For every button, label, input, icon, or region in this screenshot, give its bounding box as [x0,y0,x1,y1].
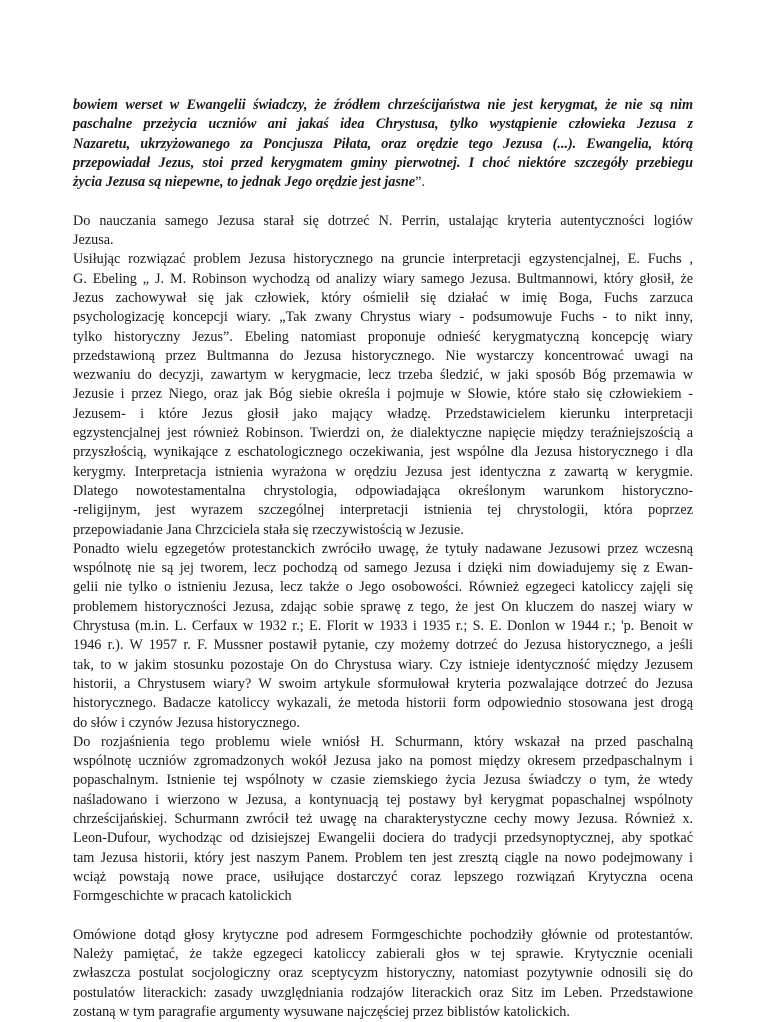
paragraph-line: tylko historyczny Jezus”. Ebeling natomiast proponuje odnieść kerygmatyczną koncepcję wiary [73,328,693,345]
document-page [73,96,693,1022]
paragraph-line: wezwaniu do decyzji, zawartym w kerygmacie, lecz trzeba śledzić, w jaki sposób Bóg przemawia w [73,367,693,384]
paragraph-line: do słów i czynów Jezusa historycznego. [73,714,300,731]
paragraph-line: tam Jezusa historii, który jest naszym Panem. Problem ten jest zresztą ciągle na nowo podejmowany i [73,849,693,866]
paragraph-line: Formgeschichte w pracach katolickich [73,888,292,905]
paragraph-line: przyszłością, wynikające z eschatologicznego oczekiwania, jest wspólne dla Jezusa historycznego i dla [73,444,693,461]
paragraph-line: Dlatego nowotestamentalna chrystologia, odpowiadająca określonym warunkom historyczno- [73,482,693,499]
blank-line [73,192,693,211]
quote-line: przepowiadał Jezus, stoi przed kerygmatem gminy pierwotnej. I choć niektóre szczegóły przebiegu [73,154,693,171]
paragraph-line: Omówione dotąd głosy krytyczne pod adresem Formgeschichte pochodziły głównie od protestantów. [73,926,693,943]
paragraph [73,540,693,733]
paragraph-line: wciąż powstają nowe prace, usiłujące dostarczyć coraz lepszego rozwiązań Krytyczna ocena [73,868,693,885]
quote-line [73,173,693,192]
paragraph-line: Jezus zachowywał się jak człowiek, który ośmielił się działać w imię Boga, Fuchs zarzuca [73,289,693,306]
quote-closing-mark: ”. [415,174,425,191]
paragraph-line: Ponadto wielu egzegetów protestanckich zwróciło uwagę, że tytuły nadawane Jezusowi przez wczesną [73,540,693,557]
paragraph-line: naśladowano i wierzono w Jezusa, a kontynuacją tej postawy był kerygmat popaschalnej wspólnoty [73,791,693,808]
body-text [73,212,693,1022]
blank-line [73,906,693,925]
paragraph-line: -religijnym, jest wyrazem szczególnej interpretacji istnienia tej chrystologii, która poprzez [73,502,693,519]
paragraph [73,733,693,907]
paragraph-line: psychologizację koncepcji wiary. „Tak zwany Chrystus wiary - podsumowuje Fuchs - to nikt inny, [73,309,693,326]
paragraph-line: kerygmy. Interpretacja istnienia wyrażona w orędziu Jezusa jest identyczna z zawartą w kerygmie. [73,463,693,480]
paragraph-line: tak, to w jakim stosunku pozostaje On do Chrystusa wiary. Czy istnieje identyczność między Jezusem [73,656,693,673]
paragraph-line: zostaną w tym paragrafie argumenty wysuwane najczęściej przez biblistów katolickich. [73,1003,570,1020]
paragraph-line: Należy pamiętać, że także egzegeci katoliccy zabierali głos w tej sprawie. Krytycznie oceniali [73,946,693,963]
paragraph-line: Jezusie i przez Niego, oraz jak Bóg siebie określa i pojmuje w Słowie, które stało się człowiekiem - [73,386,693,403]
quote-line: paschalne przeżycia uczniów ani jakaś idea Chrystusa, tylko wystąpienie człowieka Jezusa z [73,116,693,133]
paragraph-line: gelii nie tylko o istnieniu Jezusa, lecz także o Jego osobowości. Również egzegeci katoliccy zajęli się [73,579,693,596]
paragraph [73,250,693,539]
quote-line: Nazaretu, ukrzyżowanego za Poncjusza Piłata, oraz orędzie tego Jezusa (...). Ewangelia, którą [73,135,693,152]
paragraph-line: Jezusem- i które Jezus głosił jako mający władzę. Przedstawicielem kierunku interpretacji [73,405,693,422]
paragraph-line: chrześcijańskiej. Schurmann zwrócił też uwagę na charakterystyczne cechy mowy Jezusa. Również x. [73,810,693,827]
paragraph-line: Do nauczania samego Jezusa starał się dotrzeć N. Perrin, ustalając kryteria autentyczności logiów [73,212,693,229]
paragraph-line: przepowiadanie Jana Chrzciciela stała się rzeczywistością w Jezusie. [73,521,464,538]
paragraph-line: Usiłując rozwiązać problem Jezusa historycznego na gruncie interpretacji egzystencjalnej, E. Fuchs , [73,251,693,268]
quote-last-text: życia Jezusa są niepewne, to jednak Jego orędzie jest jasne [73,174,416,191]
paragraph [73,926,693,1022]
quote-block [73,96,693,192]
paragraph-line: Leon-Dufour, wychodząc od dzisiejszej Ewangelii dociera do tradycji przedsynoptycznej, aby spotkać [73,830,693,847]
paragraph-line: postulatów literackich: zasady uwzględniania rodzajów literackich oraz Sitz im Leben. Przedstawione [73,984,693,1001]
paragraph-line: G. Ebeling „ J. M. Robinson wychodzą od analizy wiary samego Jezusa. Bultmannowi, który głosił, że [73,270,693,287]
paragraph [73,212,693,251]
paragraph-line: popaschalnym. Istnienie tej wspólnoty w czasie ziemskiego życia Jezusa świadczy o tym, że wtedy [73,772,693,789]
paragraph-line: Jezusa. [73,232,114,249]
paragraph-line: przedstawioną przez Bultmanna do Jezusa historycznego. Nie wystarczy koncentrować uwagi na [73,347,693,364]
paragraph-line: problemem historyczności Jezusa, zdając sobie sprawę z tego, że jest On kluczem do naszej wiary w [73,598,693,615]
paragraph-line: zwłaszcza postulat socjologiczny oraz sceptycyzm historyczny, natomiast pozytywnie odnosili się do [73,965,693,982]
paragraph-line: 1946 r.). W 1957 r. F. Mussner postawił pytanie, czy możemy dotrzeć do Jezusa historycznego, a jeśli [73,637,693,654]
paragraph-line: historycznego. Badacze katoliccy wykazali, że metoda historii form odpowiednio stosowana jest drogą [73,695,693,712]
paragraph-line: egzystencjalnej jest również Robinson. Twierdzi on, że dialektyczne napięcie między teraźniejszością a [73,425,693,442]
paragraph-line: wspólnotę uczniów zgromadzonych wokół Jezusa jako na pomost między okresem przedpaschalnym i [73,753,693,770]
paragraph-line: historii, a Chrystusem wiary? W swoim artykule sformułował kryteria pozwalające dotrzeć do Jezusa [73,675,693,692]
paragraph-line: Chrystusa (m.in. L. Cerfaux w 1932 r.; E. Florit w 1933 i 1935 r.; S. E. Donlon w 1944 r.; 'p. Benoit w [73,618,693,635]
paragraph-line: wspólnotę nie są jej tworem, lecz pochodzą od samego Jezusa i dzięki nim dowiadujemy się z Ewan- [73,560,693,577]
quote-line: bowiem werset w Ewangelii świadczy, że źródłem chrześcijaństwa nie jest kerygmat, że nie są nim [73,97,693,113]
paragraph-line: Do rozjaśnienia tego problemu wiele wniósł H. Schurmann, który wskazał na przed paschalną [73,733,693,750]
